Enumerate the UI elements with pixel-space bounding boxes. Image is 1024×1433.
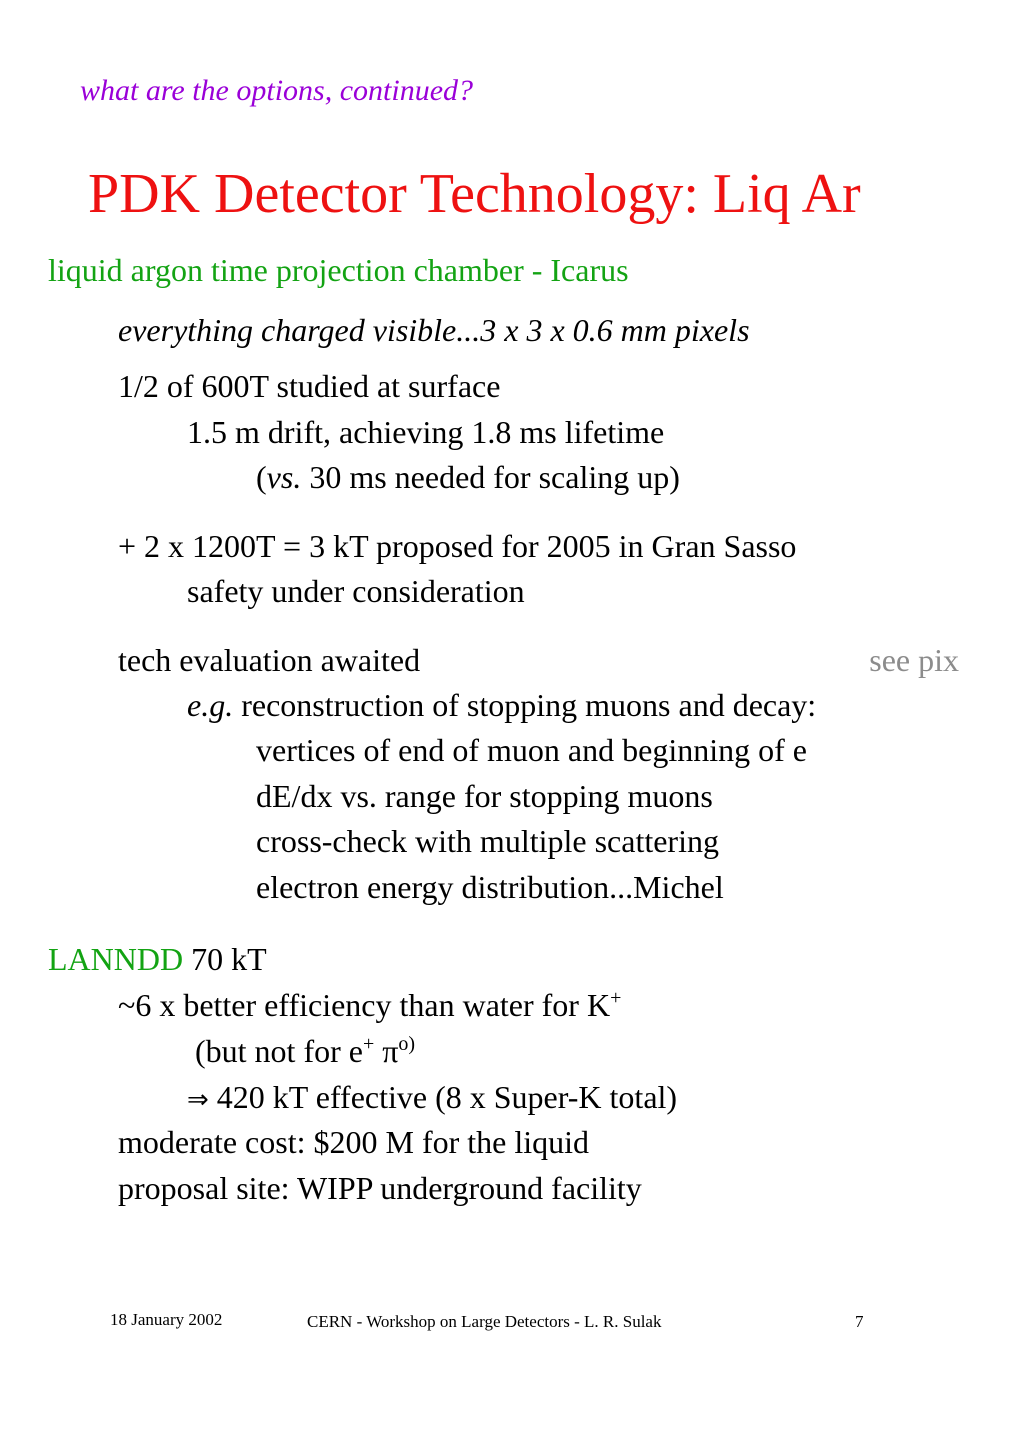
scaling-open: ( bbox=[256, 459, 267, 495]
butnot-text: (but not for e bbox=[195, 1033, 363, 1069]
lanndd-heading bbox=[48, 943, 267, 975]
pion-symbol: π bbox=[374, 1033, 399, 1069]
efficiency-text: ~6 x better efficiency than water for K bbox=[118, 987, 611, 1023]
page-number: 7 bbox=[855, 1312, 864, 1331]
pretitle: what are the options, continued? bbox=[80, 74, 474, 107]
icarus-heading: liquid argon time projection chamber - Icarus bbox=[48, 252, 629, 288]
crosscheck-line: cross-check with multiple scattering bbox=[256, 823, 719, 859]
kaon-charge: + bbox=[610, 987, 622, 1009]
dedx-line: dE/dx vs. range for stopping muons bbox=[256, 778, 713, 814]
positron-charge: + bbox=[362, 1033, 375, 1055]
footer-title: CERN - Workshop on Large Detectors - L. R. Sulak bbox=[307, 1312, 662, 1331]
cost-line: moderate cost: $200 M for the liquid bbox=[118, 1124, 590, 1160]
charged-visible-line: everything charged visible...3 x 3 x 0.6 mm pixels bbox=[118, 312, 750, 348]
scaling-rest: 30 ms needed for scaling up) bbox=[301, 459, 680, 495]
site-line: proposal site: WIPP underground facility bbox=[118, 1170, 642, 1206]
implies-icon: ⇒ bbox=[187, 1085, 209, 1115]
butnot-line bbox=[195, 1035, 415, 1067]
effective-line bbox=[187, 1081, 677, 1113]
tech-eval-line: tech evaluation awaited bbox=[118, 642, 421, 678]
electron-line: electron energy distribution...Michel bbox=[256, 869, 724, 905]
pion-charge: o) bbox=[398, 1033, 416, 1055]
proposed-line: + 2 x 1200T = 3 kT proposed for 2005 in Gran Sasso bbox=[118, 528, 797, 564]
scaling-line bbox=[256, 461, 680, 493]
footer-date: 18 January 2002 bbox=[110, 1310, 223, 1329]
effective-text: 420 kT effective (8 x Super-K total) bbox=[208, 1079, 678, 1115]
slide-title: PDK Detector Technology: Liq Ar bbox=[88, 163, 861, 225]
efficiency-line bbox=[118, 989, 621, 1021]
eg-rest: reconstruction of stopping muons and decay: bbox=[233, 687, 817, 723]
studied-line: 1/2 of 600T studied at surface bbox=[118, 368, 501, 404]
vertices-line: vertices of end of muon and beginning of e bbox=[256, 732, 807, 768]
drift-line: 1.5 m drift, achieving 1.8 ms lifetime bbox=[187, 414, 665, 450]
lanndd-size: 70 kT bbox=[183, 941, 267, 977]
eg-abbr: e.g. bbox=[187, 687, 234, 723]
lanndd-name: LANNDD bbox=[48, 941, 184, 977]
see-pix-note: see pix bbox=[869, 642, 959, 678]
eg-line bbox=[187, 689, 816, 721]
vs-abbr: vs. bbox=[266, 459, 302, 495]
safety-line: safety under consideration bbox=[187, 573, 525, 609]
